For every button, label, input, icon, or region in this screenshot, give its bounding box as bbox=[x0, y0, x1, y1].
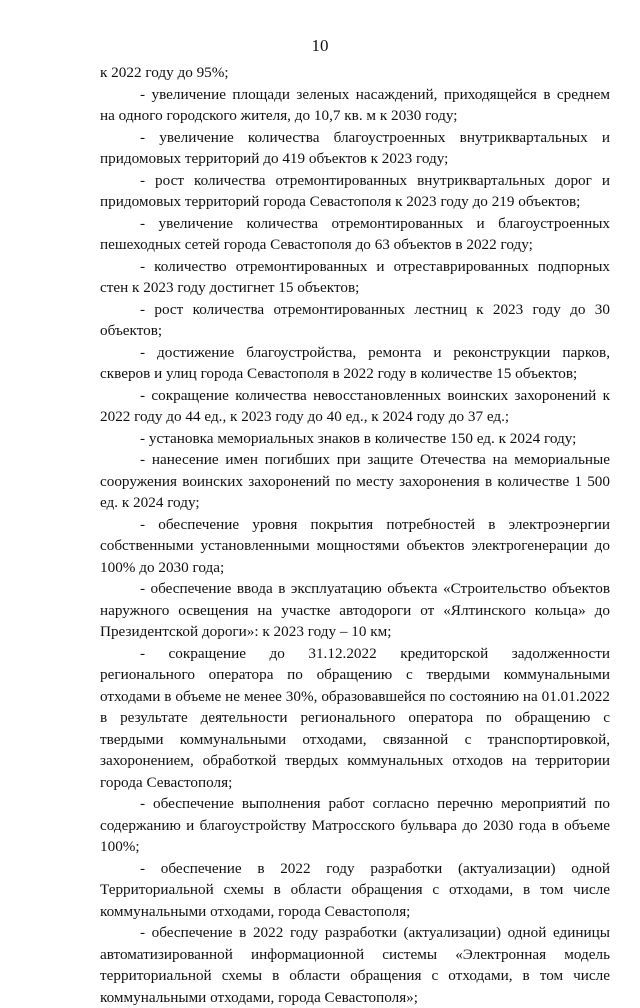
paragraph: - установка мемориальных знаков в количестве 150 ед. к 2024 году; bbox=[140, 429, 577, 447]
document-body bbox=[100, 62, 610, 1008]
paragraph: - рост количества отремонтированных внутриквартальных дорог и придомовых территорий города Севастополя к 2023 году до 219 объектов; bbox=[100, 171, 610, 210]
paragraph: - рост количества отремонтированных лестниц к 2023 году до 30 объектов; bbox=[100, 300, 610, 339]
paragraph: - увеличение количества отремонтированных и благоустроенных пешеходных сетей города Севастополя до 63 объектов в 2022 году; bbox=[100, 214, 610, 253]
paragraph: - нанесение имен погибших при защите Отечества на мемориальные сооружения воинских захоронений по месту захоронения в количестве 1 500 ед. к 2024 году; bbox=[100, 451, 610, 511]
paragraph: - достижение благоустройства, ремонта и реконструкции парков, скверов и улиц города Севастополя в 2022 году в количестве 15 объектов; bbox=[100, 343, 610, 382]
paragraph: к 2022 году до 95%; bbox=[100, 64, 229, 81]
paragraph: - обеспечение уровня покрытия потребностей в электроэнергии собственными установленными мощностями объектов электрогенерации до 100% до 2030 года; bbox=[100, 515, 610, 576]
paragraph: - обеспечение в 2022 году разработки (актуализации) одной Территориальной схемы в области обращения с отходами, в том числе коммунальными отходами, города Севастополя; bbox=[100, 859, 610, 920]
paragraph: - количество отремонтированных и отреставрированных подпорных стен к 2023 году достигнет 15 объектов; bbox=[100, 257, 610, 296]
page-number: 10 bbox=[311, 36, 329, 55]
paragraph: - увеличение количества благоустроенных внутриквартальных и придомовых территорий до 419 объектов к 2023 году; bbox=[100, 128, 610, 167]
paragraph: - увеличение площади зеленых насаждений, приходящейся в среднем на одного городского жителя, до 10,7 кв. м к 2030 году; bbox=[100, 85, 610, 124]
paragraph: - обеспечение выполнения работ согласно перечню мероприятий по содержанию и благоустройству Матросского бульвара до 2030 года в объеме 100%; bbox=[100, 795, 610, 855]
paragraph: - обеспечение ввода в эксплуатацию объекта «Строительство объектов наружного освещения на участке автодороги от «Ялтинского кольца» до Президентской дороги»: к 2023 году – 10 км; bbox=[100, 580, 610, 640]
paragraph: - сокращение количества невосстановленных воинских захоронений к 2022 году до 44 ед., к 2023 году до 40 ед., к 2024 году до 37 ед.; bbox=[100, 386, 610, 425]
paragraph: - обеспечение в 2022 году разработки (актуализации) одной единицы автоматизированной информационной системы «Электронная модель территориальной схемы в области обращения с отходами, в том числе коммунальными отходами, города Севастополя»; bbox=[100, 924, 610, 1006]
paragraph: - сокращение до 31.12.2022 кредиторской задолженности регионального оператора по обращению с твердыми коммунальными отходами в объеме не менее 30%, образовавшейся по состоянию на 01.01.2022 в результате деятельности регионального оператора по обращению с твердыми коммунальными отходами, связанной с транспортировкой, захоронением, обработкой твердых коммунальных отходов на территории города Севастополя; bbox=[100, 644, 610, 791]
